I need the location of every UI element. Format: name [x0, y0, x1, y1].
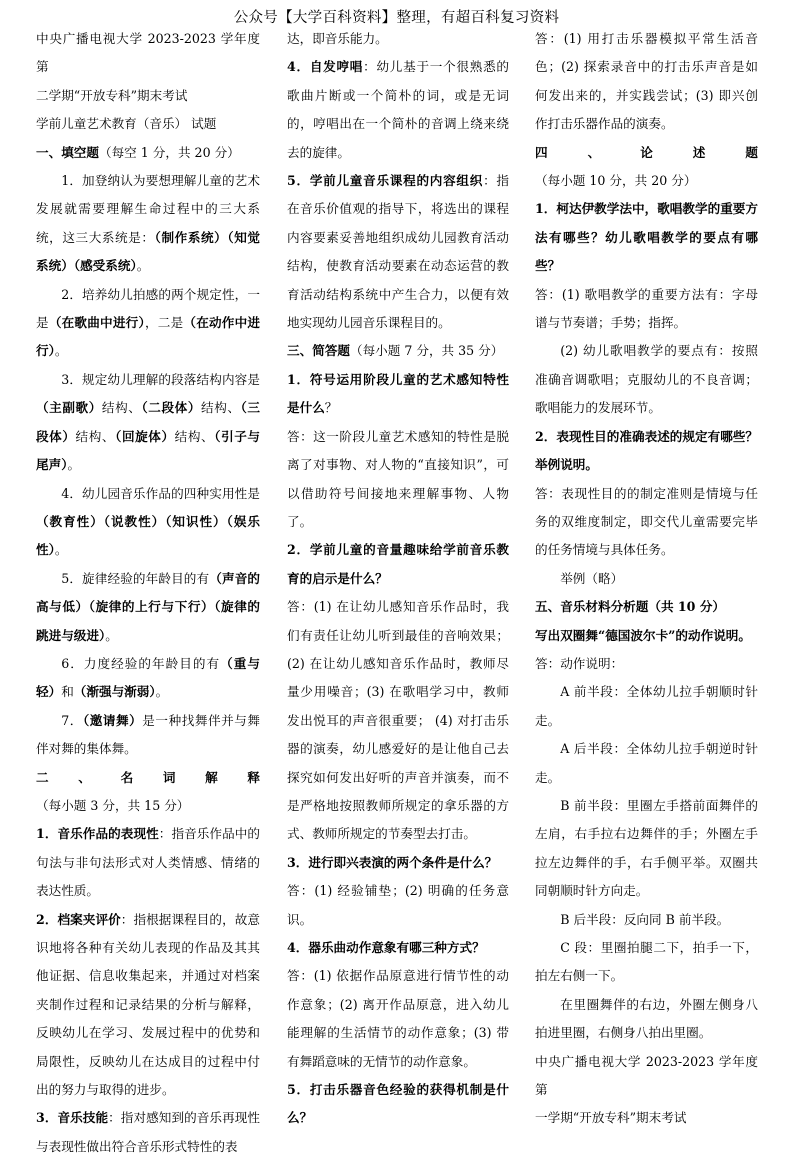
fill-question-3: 3．规定幼儿理解的段落结构内容是（主副歌）结构、（二段体）结构、（三段体）结构、（回旋体）结构、（引子与尾声）。 [36, 371, 261, 473]
short-answer-2: 答：(1) 在让幼儿感知音乐作品时，我们有责任让幼儿听到最佳的音响效果；(2) 在让幼儿感知音乐作品时，教师尽量少用噪音；(3) 在歌唱学习中，教师发出悦耳的声音很重要； (4) 对打击乐器的演奏，幼儿感爱好的是让他自己去探究如何发出好听的声音并演奏，而不是严格地按照教师所规定的拿乐器的方式、教师所规定的节奏型去打击。 [287, 599, 509, 842]
short-answer-3: 答：(1) 经验铺垫；(2) 明确的任务意识。 [287, 883, 509, 927]
analysis-step-a-second: A 后半段：全体幼儿拉手朝逆时针走。 [535, 741, 758, 785]
analysis-step-a-first: A 前半段：全体幼儿拉手朝顺时针走。 [535, 684, 758, 728]
analysis-question: 写出双圈舞“德国波尔卡”的动作说明。 [535, 627, 751, 643]
essay-answer-1-part-1: 答：(1) 歌唱教学的重要方法有：字母谱与节奏谱；手势；指挥。 [535, 286, 758, 331]
top-banner: 公众号【大学百科资料】整理，有超百科复习资料 [233, 10, 560, 26]
analysis-step-b-second: B 后半段：反向同 B 前半段。 [560, 911, 730, 927]
short-answer-4: 答：(1) 依据作品原意进行情节性的动作意象；(2) 离开作品原意，进入幼儿能理解的生活情节的动作意象；(3) 带有舞蹈意味的无情节的动作意象。 [287, 968, 509, 1069]
section-heading-analysis: 五、音乐材料分析题（共 10 分） [535, 599, 726, 615]
essay-answer-2: 答：表现性目的的制定准则是情境与任务的双维度制定，即交代儿童需要完毕的任务情境与具体任务。 [535, 485, 758, 558]
analysis-step-b-first: B 前半段：里圈左手搭前面舞伴的左肩，右手拉右边舞伴的手；外圈左手拉左边舞伴的手，右手侧平举。双圈共同朝顺时针方向走。 [535, 797, 758, 899]
essay-question-2: 2．表现性目的准确表述的规定有哪些？举例说明。 [535, 428, 758, 473]
essay-answer-1-part-2: (2) 幼儿歌唱教学的要点有：按照准确音调歌唱；克服幼儿的不良音调；歌唱能力的发展环节。 [535, 343, 758, 416]
short-answer-5: 答：(1) 用打击乐器模拟平常生活音色；(2) 探索录音中的打击乐声音是如何发出来的，并实践尝试；(3) 即兴创作打击乐器作品的演奏。 [535, 31, 758, 132]
column-1 [36, 25, 260, 1161]
definition-1: 1．音乐作品的表现性：指音乐作品中的句法与非句法形式对人类情感、情绪的表达性质。 [36, 826, 261, 899]
short-question-2: 2．学前儿童的音量趣味给学前音乐教育的启示是什么？ [287, 542, 509, 586]
fill-question-4: 4．幼儿园音乐作品的四种实用性是（教育性）（说教性）（知识性）（娱乐性）。 [36, 485, 260, 558]
definition-2: 2．档案夹评价：指根据课程目的，故意识地将各种有关幼儿表现的作品及其其他证据、信息收集起来，并通过对档案夹制作过程和记录结果的分析与解释，反映幼儿在学习、发展过程中的优势和局限性，反映幼儿在达成目的过程中付出的努力与取得的进步。 [36, 911, 260, 1098]
analysis-step-c: C 段：里圈拍腿二下，拍手一下，拍左右侧一下。 [535, 940, 758, 984]
analysis-step-final: 在里圈舞伴的右边，外圈左侧身八拍进里圈，右侧身八拍出里圈。 [535, 996, 758, 1041]
short-question-1: 1．符号运用阶段儿童的艺术感知特性是什么？ [287, 371, 509, 416]
analysis-answer-intro: 答：动作说明： [535, 655, 624, 671]
definition-3-continued: 达，即音乐能力。 [287, 31, 388, 46]
essay-question-1: 1．柯达伊教学法中，歌唱教学的重要方法有哪些？幼儿歌唱教学的要点有哪些？ [535, 201, 758, 274]
short-question-4: 4．器乐曲动作意象有哪三种方式？ [287, 940, 485, 955]
fill-question-7: 7．（邀请舞）是一种找舞伴并与舞伴对舞的集体舞。 [36, 712, 261, 757]
next-exam-title: 中央广播电视大学 2023-2023 学年度第 一学期“开放专科”期末考试 [535, 1053, 758, 1126]
column-2 [287, 25, 509, 1133]
short-question-3: 3．进行即兴表演的两个条件是什么？ [287, 854, 498, 870]
section-heading-essay: 四、论述题（每小题 10 分，共 20 分） [535, 144, 758, 189]
column-3 [535, 25, 758, 1133]
short-answer-1: 答：这一阶段儿童艺术感知的特性是脱离了对事物、对人物的“直接知识”，可以借助符号间接地来理解事物、人物了。 [287, 428, 509, 529]
exam-subject: 学前儿童艺术教育（音乐） 试题 [36, 116, 217, 132]
fill-question-2: 2．培养幼儿拍感的两个规定性，一是（在歌曲中进行），二是（在动作中进行）。 [36, 286, 261, 359]
definition-4: 4．自发哼唱：幼儿基于一个很熟悉的歌曲片断或一个简朴的词，或是无词的，哼唱出在一个简朴的音调上绕来绕去的旋律。 [287, 59, 510, 160]
short-question-5: 5．打击乐器音色经验的获得机制是什么？ [287, 1082, 509, 1126]
essay-example: 举例（略） [560, 570, 624, 586]
section-heading-fill-blank: 一、填空题（每空 1 分，共 20 分） [36, 144, 240, 160]
fill-question-6: 6．力度经验的年龄目的有（重与轻）和（渐强与渐弱）。 [36, 655, 261, 700]
exam-title: 中央广播电视大学 2023-2023 学年度第 二学期“开放专科”期末考试 [36, 31, 260, 103]
fill-question-1: 1．加登纳认为要想理解儿童的艺术发展就需要理解生命过程中的三大系统，这三大系统是：（制作系统）（知觉系统）（感受系统）。 [36, 173, 260, 274]
fill-question-5: 5．旋律经验的年龄目的有（声音的高与低）（旋律的上行与下行）（旋律的跳进与级进）。 [36, 570, 261, 643]
definition-5: 5．学前儿童音乐课程的内容组织：指在音乐价值观的指导下，将选出的课程内容要素妥善地组织成幼儿园教育活动结构，使教育活动要素在动态运营的教育活动结构系统中产生合力，以便有效地实现幼儿园音乐课程目的。 [287, 173, 509, 331]
section-heading-definitions: 二、名词解释（每小题 3 分，共 15 分） [36, 769, 260, 813]
definition-3: 3．音乐技能：指对感知到的音乐再现性与表现性做出符合音乐形式特性的表 [36, 1110, 261, 1154]
section-heading-short-answer: 三、简答题（每小题 7 分，共 35 分） [287, 343, 504, 359]
